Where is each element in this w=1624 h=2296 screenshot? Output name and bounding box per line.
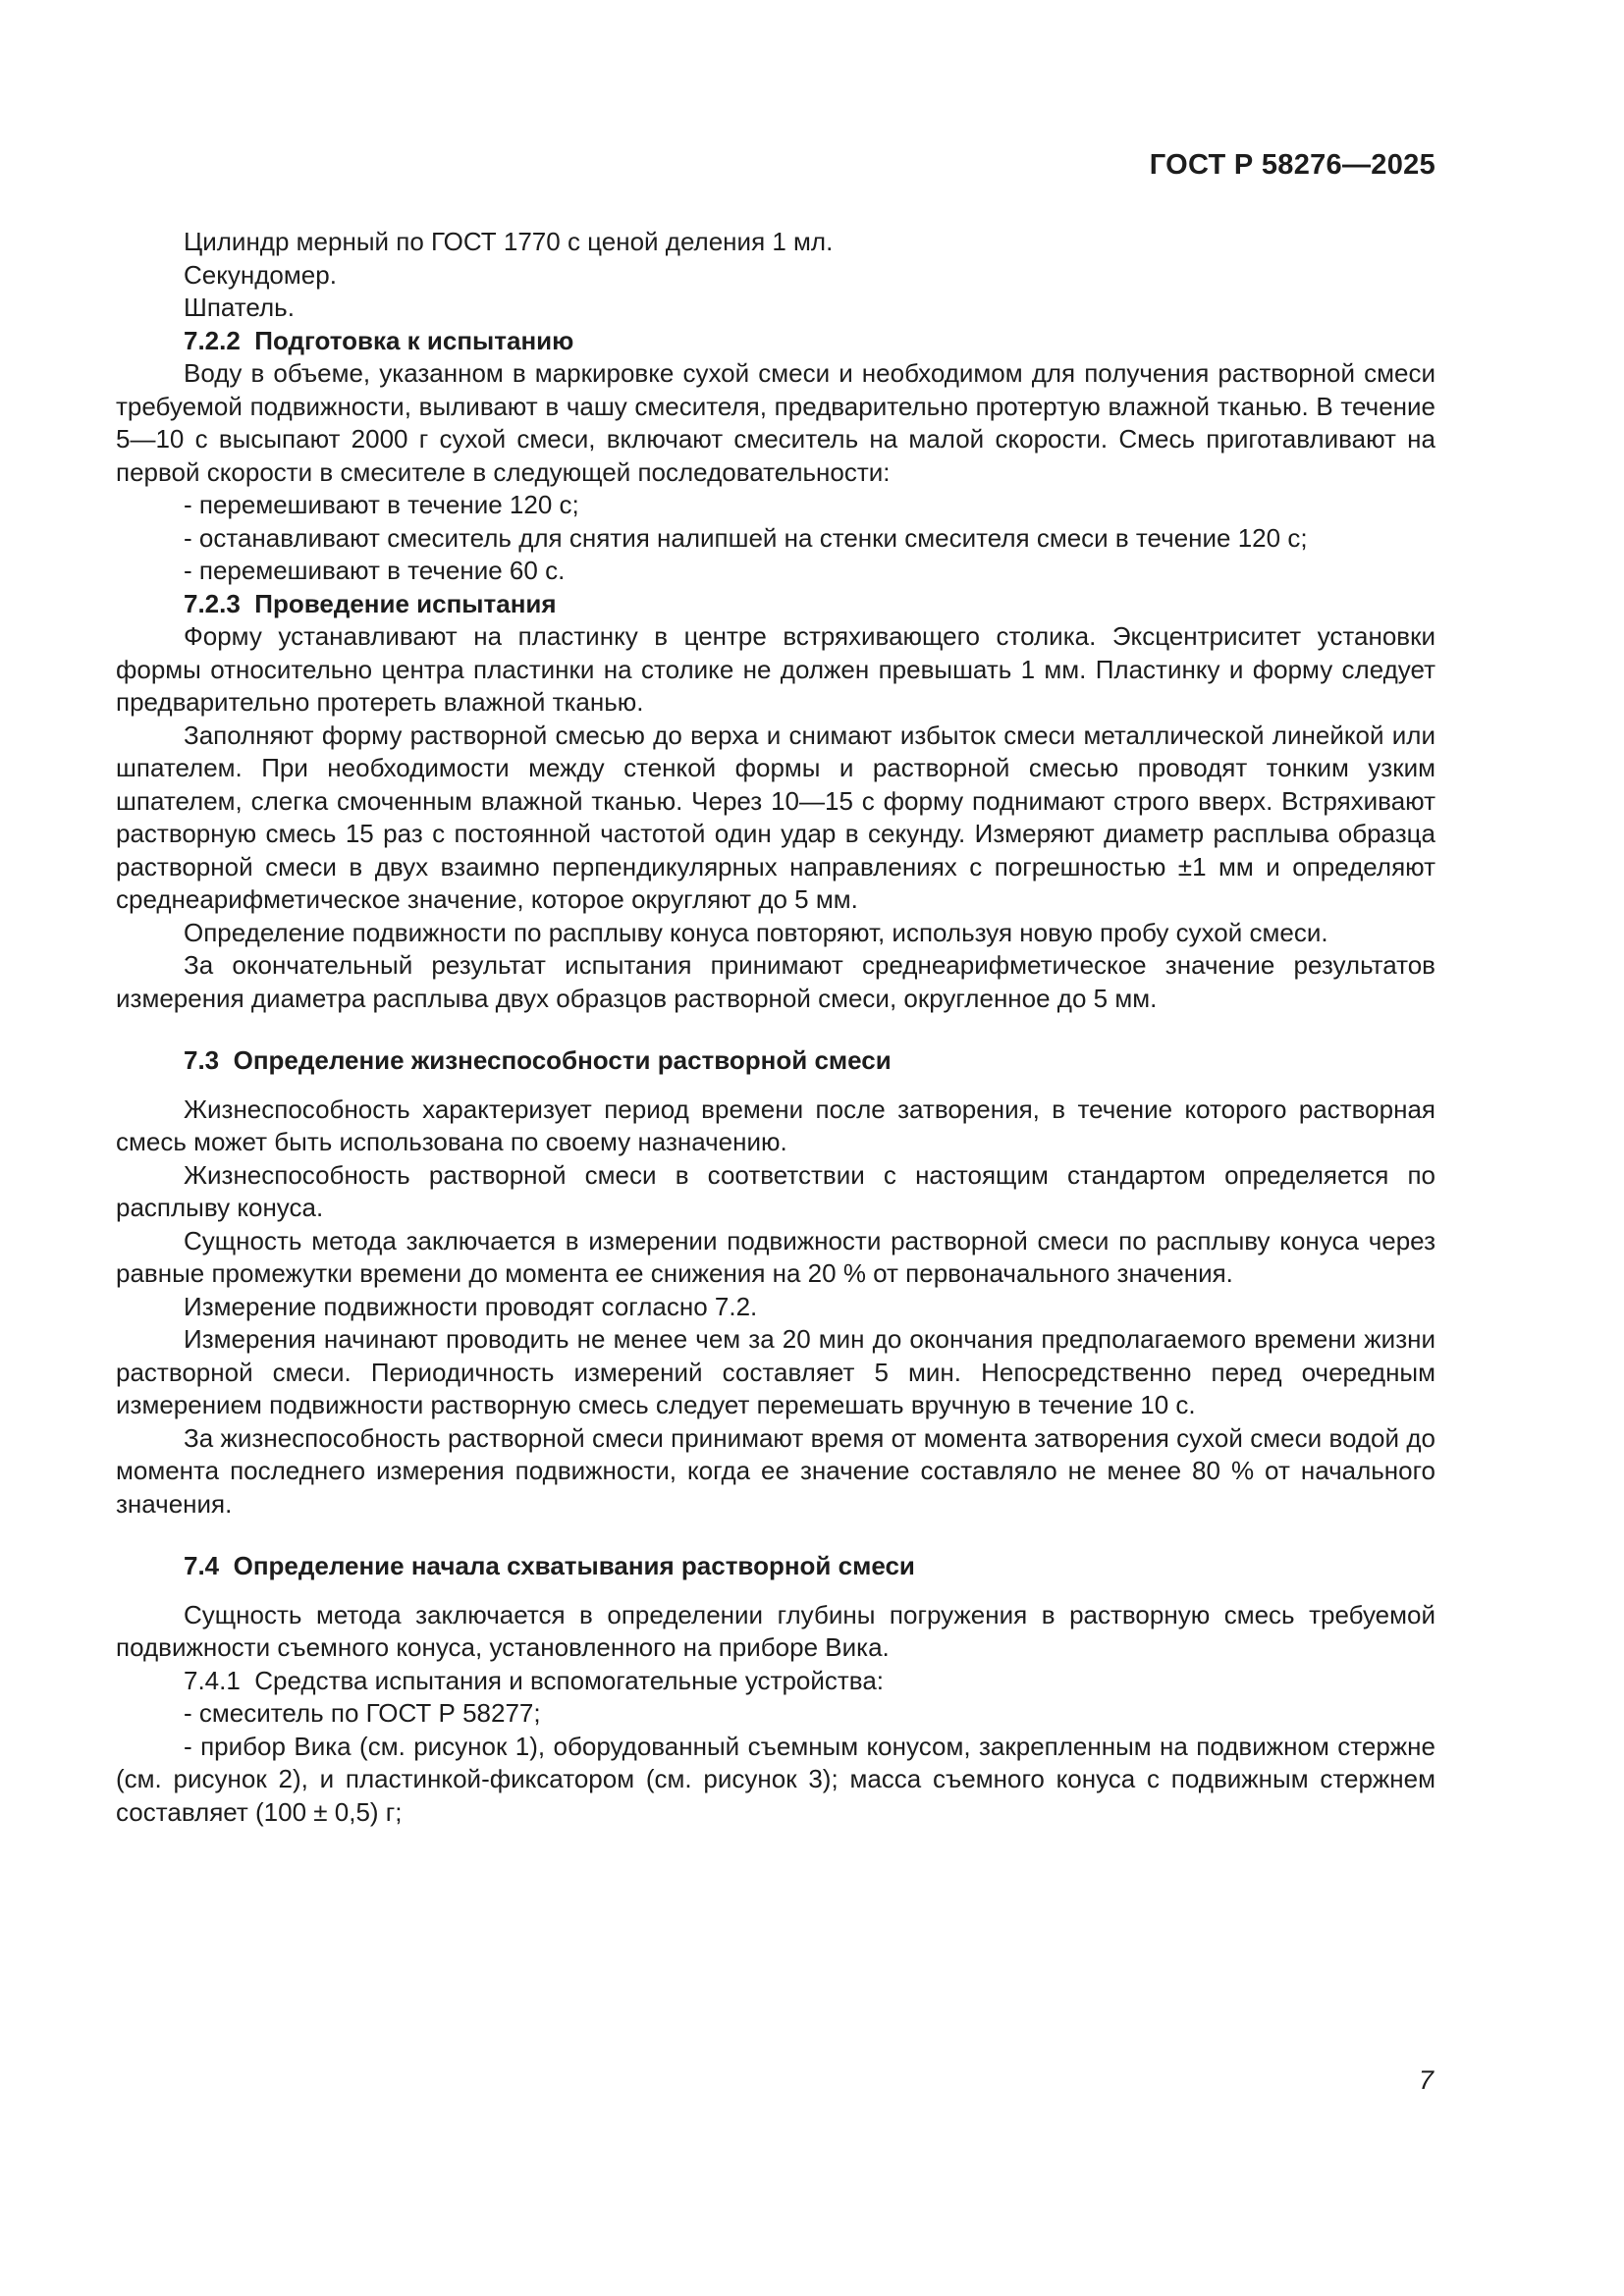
paragraph-cylinder: Цилиндр мерный по ГОСТ 1770 с ценой деления 1 мл. — [184, 227, 834, 256]
paragraph-measure-per-7-2: Измерение подвижности проводят согласно 7.2. — [184, 1291, 758, 1321]
page-number: 7 — [1418, 2065, 1434, 2095]
heading-7-4: 7.4 Определение начала схватывания растворной смеси — [184, 1551, 915, 1580]
paragraph-measure-timing: Измерения начинают проводить не менее чем за 20 мин до окончания предполагаемого времени жизни растворной смеси. Периодичность измерений составляет 5 мин. Непосредственно перед очередным измерением подвижности растворную смесь следует перемешать вручную в течение 10 с. — [116, 1324, 1435, 1419]
doc-code-header: ГОСТ Р 58276—2025 — [1149, 149, 1435, 181]
paragraph-repeat-test: Определение подвижности по расплыву конуса повторяют, используя новую пробу сухой смеси. — [184, 917, 1328, 947]
paragraph-method-essence-7-4: Сущность метода заключается в определении глубины погружения в растворную смесь требуемой подвижности съемного конуса, установленного на приборе Вика. — [116, 1599, 1435, 1662]
paragraph-potlife-def: Жизнеспособность характеризует период времени после затворения, в течение которого растворная смесь может быть использована по своему назначению. — [116, 1094, 1435, 1156]
heading-7-2-3: 7.2.3 Проведение испытания — [184, 588, 557, 618]
list-item-vicat-device: - прибор Вика (см. рисунок 1), оборудованный съемным конусом, закрепленным на подвижном стержне (см. рисунок 2), и пластинкой-фиксатором (см. рисунок 3); масса съемного конуса с подвижным стержнем составляет (100 ± 0,5) г; — [116, 1731, 1435, 1827]
paragraph-method-essence-7-3: Сущность метода заключается в измерении подвижности растворной смеси по расплыву конуса через равные промежутки времени до момента ее снижения на 20 % от первоначального значения. — [116, 1225, 1435, 1288]
list-item-mix-120: - перемешивают в течение 120 с; — [184, 490, 579, 519]
list-item-mix-60: - перемешивают в течение 60 с. — [184, 556, 566, 585]
heading-7-2-2: 7.2.2 Подготовка к испытанию — [184, 325, 574, 355]
list-item-mixer-gost: - смеситель по ГОСТ Р 58277; — [184, 1698, 541, 1728]
paragraph-final-result: За окончательный результат испытания принимают среднеарифметическое значение результатов измерения диаметра расплыва двух образцов растворной смеси, округленное до 5 мм. — [116, 950, 1435, 1013]
paragraph-form-setup: Форму устанавливают на пластинку в центре встряхивающего столика. Эксцентриситет установки формы относительно центра пластинки на столике не должен превышать 1 мм. Пластинку и форму следует предварительно протереть влажной тканью. — [116, 621, 1435, 717]
paragraph-fill-form: Заполняют форму растворной смесью до верха и снимают избыток смеси металлической линейкой или шпателем. При необходимости между стенкой формы и растворной смесью проводят тонким узким шпателем, слегка смоченным влажной тканью. Через 10—15 с форму поднимают строго вверх. Встряхивают растворную смесь 15 раз с постоянной частотой один удар в секунду. Измеряют диаметр расплыва образца растворной смеси в двух взаимно перпендикулярных направлениях с погрешностью ±1 мм и определяют среднеарифметическое значение, которое округляют до 5 мм. — [116, 720, 1435, 914]
paragraph-stopwatch: Секундомер. — [184, 259, 337, 290]
heading-7-3: 7.3 Определение жизнеспособности растворной смеси — [184, 1045, 892, 1075]
paragraph-preparation: Воду в объеме, указанном в маркировке сухой смеси и необходимом для получения растворной смеси требуемой подвижности, выливают в чашу смесителя, предварительно протертую влажной тканью. В течение 5—10 с высыпают 2000 г сухой смеси, включают смеситель на малой скорости. Смесь приготавливают на первой скорости в смесителе в следующей последовательности: — [116, 358, 1435, 487]
paragraph-potlife-standard: Жизнеспособность растворной смеси в соответствии с настоящим стандартом определяется по расплыву конуса. — [116, 1159, 1435, 1222]
document-body — [116, 226, 1435, 1829]
paragraph-7-4-1-means: 7.4.1 Средства испытания и вспомогательные устройства: — [184, 1665, 885, 1695]
paragraph-potlife-result: За жизнеспособность растворной смеси принимают время от момента затворения сухой смеси водой до момента последнего измерения подвижности, когда ее значение составляло не менее 80 % от начального значения. — [116, 1422, 1435, 1519]
list-item-stop-mixer: - останавливают смеситель для снятия налипшей на стенки смесителя смеси в течение 120 с; — [184, 522, 1308, 553]
paragraph-spatula: Шпатель. — [184, 293, 295, 322]
